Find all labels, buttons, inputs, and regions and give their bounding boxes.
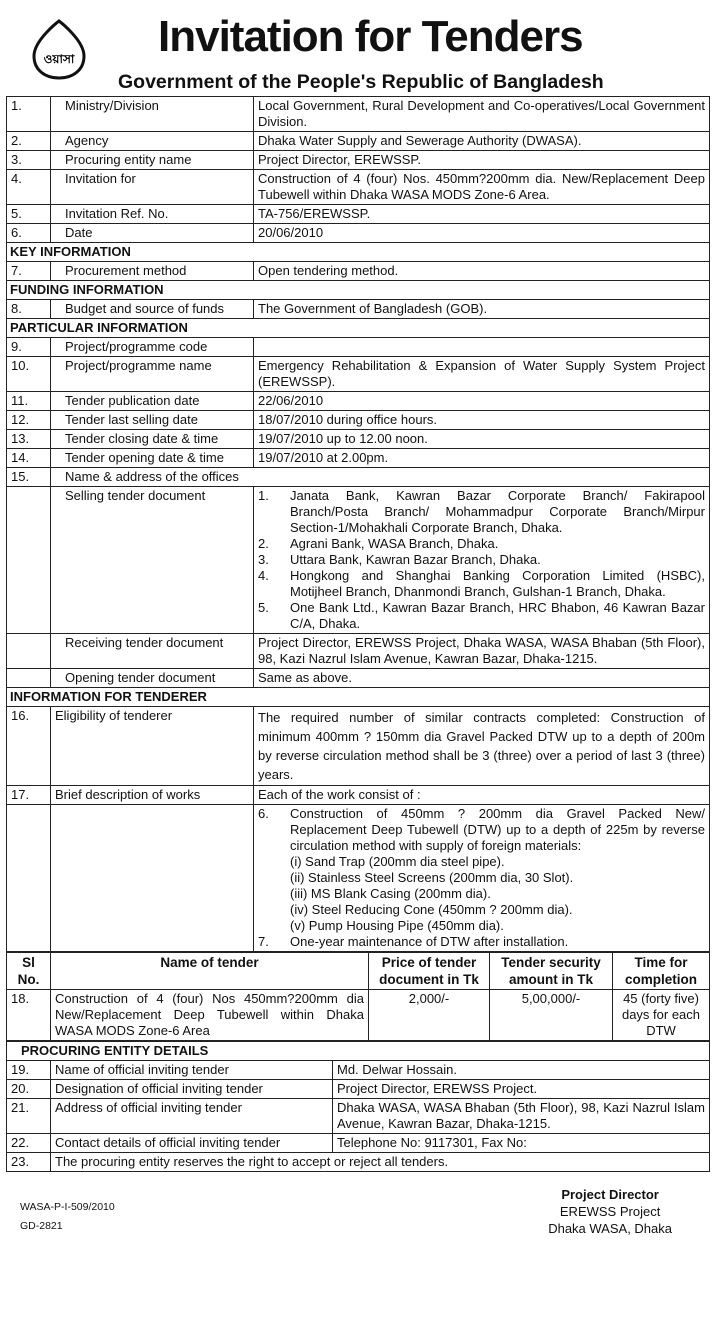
- table-row: [7, 805, 710, 952]
- row-label: Invitation for: [51, 170, 254, 205]
- row-number: 17.: [7, 786, 51, 805]
- ref-number: WASA-P-I-509/2010: [20, 1201, 115, 1213]
- row-value: The required number of similar contracts completed: Construction of minimum 400mm ? 150mm dia Gravel Packed DTW up to a depth of 200m by reverse circulation method shall be 3 (three) over a period of last 3 (three) years.: [254, 707, 710, 786]
- section-heading: PROCURING ENTITY DETAILS: [7, 1042, 710, 1061]
- row-label: Project/programme name: [51, 357, 254, 392]
- column-header: Price of tender document in Tk: [369, 953, 490, 990]
- row-number: 21.: [7, 1099, 51, 1134]
- table-row: [7, 262, 710, 281]
- row-number: 18.: [7, 990, 51, 1041]
- page-title: Invitation for Tenders: [158, 12, 583, 61]
- row-number: 6.: [7, 224, 51, 243]
- row-number: 23.: [7, 1153, 51, 1172]
- sub-item: (iv) Steel Reducing Cone (450mm ? 200mm dia).: [290, 902, 573, 917]
- row-number: 13.: [7, 430, 51, 449]
- logo-text: ওয়াসা: [43, 52, 75, 66]
- row-label: Tender publication date: [51, 392, 254, 411]
- table-header: [7, 953, 710, 990]
- table-row: [7, 786, 710, 805]
- wasa-logo-icon: [28, 18, 90, 80]
- list-item: 1. Janata Bank, Kawran Bazar Corporate Branch/ Fakirapool Branch/Posta Branch/ Mohammadpur Corporate Branch/Mirpur Section-1/Mohakhali Corporate Branch, Dhaka.: [258, 488, 705, 535]
- row-label: Brief description of works: [51, 786, 254, 805]
- table-row: [7, 1061, 710, 1080]
- row-label: Contact details of official inviting tender: [51, 1134, 333, 1153]
- footer-refs: [20, 1198, 115, 1236]
- row-number: 7.: [7, 262, 51, 281]
- table-row: [7, 1134, 710, 1153]
- procuring-table: [6, 1041, 710, 1172]
- table-row: [7, 411, 710, 430]
- row-value: 22/06/2010: [254, 392, 710, 411]
- row-value: Dhaka WASA, WASA Bhaban (5th Floor), 98, Kazi Nazrul Islam Avenue, Kawran Bazar, Dhaka-1215.: [333, 1099, 710, 1134]
- section-heading: PARTICULAR INFORMATION: [7, 319, 710, 338]
- row-value: Each of the work consist of :: [254, 786, 710, 805]
- row-value: The procuring entity reserves the right to accept or reject all tenders.: [51, 1153, 710, 1172]
- selling-label: Selling tender document: [51, 487, 254, 634]
- table-row: [7, 430, 710, 449]
- row-number: 4.: [7, 170, 51, 205]
- table-row: [7, 132, 710, 151]
- row-label: Invitation Ref. No.: [51, 205, 254, 224]
- row-label: Tender closing date & time: [51, 430, 254, 449]
- row-number: 15.: [7, 468, 51, 487]
- table-row: [7, 338, 710, 357]
- receiving-value: Project Director, EREWSS Project, Dhaka WASA, WASA Bhaban (5th Floor), 98, Kazi Nazrul Islam Avenue, Kawran Bazar, Dhaka-1215.: [254, 634, 710, 669]
- row-number: 12.: [7, 411, 51, 430]
- table-row: [7, 707, 710, 786]
- row-label: Name of official inviting tender: [51, 1061, 333, 1080]
- section-heading: FUNDING INFORMATION: [7, 281, 710, 300]
- row-label: Date: [51, 224, 254, 243]
- list-item: 4. Hongkong and Shanghai Banking Corporation Limited (HSBC), Motijheel Branch, Dhanmondi Branch, Gulshan-1 Branch, Dhaka.: [258, 568, 705, 599]
- row-label: Budget and source of funds: [51, 300, 254, 319]
- table-row: [7, 97, 710, 132]
- table-row: [7, 1153, 710, 1172]
- table-row: [7, 224, 710, 243]
- section-heading: INFORMATION FOR TENDERER: [7, 688, 710, 707]
- row-number: 22.: [7, 1134, 51, 1153]
- row-number: 9.: [7, 338, 51, 357]
- works-list: [254, 805, 710, 952]
- tender-price: 2,000/-: [369, 990, 490, 1041]
- row-value: 19/07/2010 at 2.00pm.: [254, 449, 710, 468]
- row-number: 1.: [7, 97, 51, 132]
- row-value: 20/06/2010: [254, 224, 710, 243]
- row-number: 5.: [7, 205, 51, 224]
- row-value: The Government of Bangladesh (GOB).: [254, 300, 710, 319]
- completion-time: 45 (forty five) days for each DTW: [613, 990, 710, 1041]
- row-value: 18/07/2010 during office hours.: [254, 411, 710, 430]
- row-label: Address of official inviting tender: [51, 1099, 333, 1134]
- row-value: 19/07/2010 up to 12.00 noon.: [254, 430, 710, 449]
- row-number: 2.: [7, 132, 51, 151]
- sub-item: (iii) MS Blank Casing (200mm dia).: [290, 886, 491, 901]
- table-row: [7, 357, 710, 392]
- table-row: [7, 468, 710, 487]
- row-value: Construction of 4 (four) Nos. 450mm?200mm dia. New/Replacement Deep Tubewell within Dhaka WASA MODS Zone-6 Area.: [254, 170, 710, 205]
- table-row: [7, 151, 710, 170]
- list-item: 6. Construction of 450mm ? 200mm dia Gravel Packed New/ Replacement Deep Tubewell (DTW) up to a depth of 225m by reverse circulation method with supply of foreign materials:: [258, 806, 705, 853]
- row-value: TA-756/EREWSSP.: [254, 205, 710, 224]
- column-header: Sl No.: [7, 953, 51, 990]
- row-label: Tender opening date & time: [51, 449, 254, 468]
- row-label: Agency: [51, 132, 254, 151]
- row-number: 10.: [7, 357, 51, 392]
- row-label: Tender last selling date: [51, 411, 254, 430]
- footer: [6, 1180, 710, 1250]
- tender-table: [6, 952, 710, 1041]
- sub-item: (v) Pump Housing Pipe (450mm dia).: [290, 918, 504, 933]
- tender-name: Construction of 4 (four) Nos 450mm?200mm dia New/Replacement Deep Tubewell within Dhaka WASA MODS Zone-6 Area: [51, 990, 369, 1041]
- row-label: Name & address of the offices: [51, 468, 710, 487]
- row-value: Dhaka Water Supply and Sewerage Authority (DWASA).: [254, 132, 710, 151]
- list-item: 2. Agrani Bank, WASA Branch, Dhaka.: [258, 536, 499, 551]
- column-header: Name of tender: [51, 953, 369, 990]
- row-label: Ministry/Division: [51, 97, 254, 132]
- row-label: Designation of official inviting tender: [51, 1080, 333, 1099]
- row-label: Procurement method: [51, 262, 254, 281]
- row-number: 20.: [7, 1080, 51, 1099]
- table-row: [7, 634, 710, 669]
- signatory-office: Dhaka WASA, Dhaka: [548, 1221, 672, 1236]
- row-value: Telephone No: 9117301, Fax No:: [333, 1134, 710, 1153]
- row-value: Open tendering method.: [254, 262, 710, 281]
- row-value: Project Director, EREWSSP.: [254, 151, 710, 170]
- signatory-project: EREWSS Project: [559, 1204, 661, 1219]
- opening-label: Opening tender document: [51, 669, 254, 688]
- list-item: 3. Uttara Bank, Kawran Bazar Branch, Dhaka.: [258, 552, 541, 567]
- list-item: 5. One Bank Ltd., Kawran Bazar Branch, HRC Bhabon, 46 Kawran Bazar C/A, Dhaka.: [258, 600, 705, 631]
- row-number: 3.: [7, 151, 51, 170]
- row-number: 8.: [7, 300, 51, 319]
- section-heading: KEY INFORMATION: [7, 243, 710, 262]
- gd-number: GD-2821: [20, 1220, 63, 1232]
- row-number: 11.: [7, 392, 51, 411]
- row-value: Md. Delwar Hossain.: [333, 1061, 710, 1080]
- table-row: [7, 1099, 710, 1134]
- signatory-title: Project Director: [561, 1187, 659, 1202]
- row-label: Procuring entity name: [51, 151, 254, 170]
- row-number: 16.: [7, 707, 51, 786]
- tender-security: 5,00,000/-: [490, 990, 613, 1041]
- table-row: [7, 170, 710, 205]
- signature-block: [548, 1186, 672, 1237]
- selling-list: [254, 487, 710, 634]
- list-item: 7. One-year maintenance of DTW after installation.: [258, 934, 569, 949]
- row-value: [254, 338, 710, 357]
- row-label: Project/programme code: [51, 338, 254, 357]
- receiving-label: Receiving tender document: [51, 634, 254, 669]
- table-row: [7, 392, 710, 411]
- row-number: 19.: [7, 1061, 51, 1080]
- page-subtitle: Government of the People's Republic of Bangladesh: [118, 71, 604, 93]
- info-table: [6, 96, 710, 952]
- row-number: 14.: [7, 449, 51, 468]
- table-row: [7, 487, 710, 634]
- table-row: [7, 300, 710, 319]
- row-label: Eligibility of tenderer: [51, 707, 254, 786]
- column-header: Time for completion: [613, 953, 710, 990]
- table-row: [7, 1080, 710, 1099]
- table-row: [7, 449, 710, 468]
- header: [6, 6, 710, 96]
- row-value: Local Government, Rural Development and Co-operatives/Local Government Division.: [254, 97, 710, 132]
- table-row: [7, 990, 710, 1041]
- sub-item: (ii) Stainless Steel Screens (200mm dia, 30 Slot).: [290, 870, 574, 885]
- opening-value: Same as above.: [254, 669, 710, 688]
- sub-item: (i) Sand Trap (200mm dia steel pipe).: [290, 854, 505, 869]
- table-row: [7, 669, 710, 688]
- row-value: Project Director, EREWSS Project.: [333, 1080, 710, 1099]
- table-row: [7, 205, 710, 224]
- row-value: Emergency Rehabilitation & Expansion of Water Supply System Project (EREWSSP).: [254, 357, 710, 392]
- column-header: Tender security amount in Tk: [490, 953, 613, 990]
